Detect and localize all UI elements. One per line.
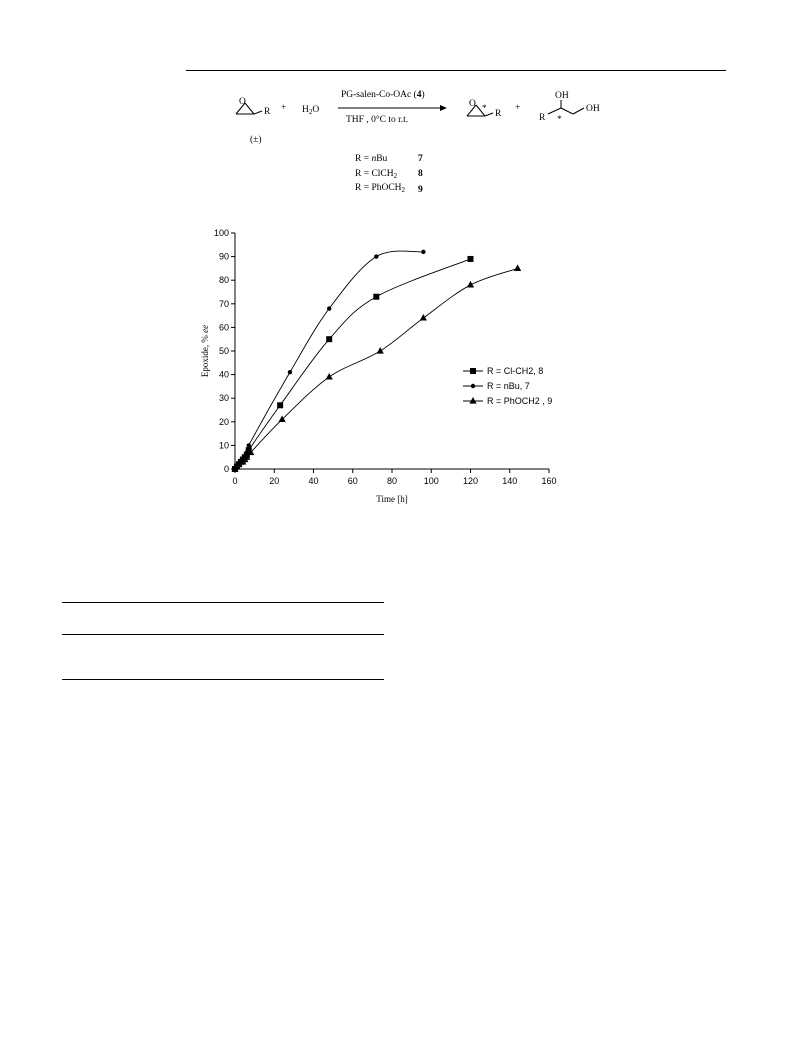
x-tick-label: 120 — [462, 476, 479, 486]
substituent-2-num: 8 — [418, 169, 423, 179]
reactant-r-label: R — [264, 107, 271, 117]
product-star: * — [482, 104, 487, 114]
x-tick-label: 0 — [232, 476, 238, 486]
series-3-point — [467, 281, 474, 288]
y-tick-label: 90 — [218, 251, 229, 262]
series-3-point — [377, 347, 384, 354]
legend-3-label: R = PhOCH2 , 9 — [487, 396, 553, 406]
water-label: $H_2O$ — [302, 105, 320, 116]
diol-r-label: R — [539, 113, 546, 123]
plus-sign-1: + — [281, 103, 287, 113]
x-tick-label: 40 — [308, 476, 319, 486]
x-tick-label: 20 — [269, 476, 280, 486]
y-tick-label: 100 — [213, 228, 229, 238]
y-tick-label: 0 — [223, 464, 229, 474]
series-2-line — [235, 251, 423, 469]
x-tick-label: 140 — [502, 476, 518, 486]
chiral-epoxide-structure — [467, 99, 502, 119]
substituent-list — [355, 154, 423, 195]
substituent-1-num: 7 — [418, 154, 423, 164]
chart-series — [231, 250, 521, 472]
series-1-point — [326, 336, 332, 342]
table-rule-middle — [62, 634, 384, 635]
series-3-point — [420, 314, 427, 321]
racemic-label: (±) — [250, 135, 262, 145]
y-tick-label: 10 — [218, 440, 229, 451]
legend-1-marker — [470, 368, 476, 374]
diol-star: * — [557, 115, 562, 125]
x-axis-label: Time [h] — [376, 494, 408, 504]
legend-3-marker — [469, 397, 476, 404]
table-rule-bottom — [62, 679, 384, 680]
x-tick-label: 80 — [386, 476, 398, 486]
reaction-arrow — [338, 105, 447, 111]
y-tick-label: 40 — [218, 369, 229, 380]
x-tick-label: 100 — [423, 476, 439, 486]
substituent-3-num: 9 — [418, 185, 423, 195]
substituent-2-text: R = ClCH$_2$ — [355, 169, 398, 180]
series-2-point — [247, 443, 251, 447]
series-1-point — [277, 402, 283, 408]
y-tick-label: 60 — [218, 322, 229, 333]
y-tick-label: 50 — [218, 346, 229, 356]
diol-oh-top: OH — [555, 91, 569, 101]
table-rule-top — [62, 602, 384, 603]
y-axis-label: Epoxide, % ee — [200, 324, 210, 378]
series-3-point — [326, 373, 333, 380]
diol-structure — [539, 91, 600, 125]
legend-2-label: R = nBu, 7 — [487, 381, 530, 391]
series-2-point — [288, 370, 292, 374]
chart-axes — [214, 228, 557, 486]
x-tick-label: 60 — [347, 476, 358, 486]
y-tick-label: 80 — [218, 275, 229, 286]
plus-sign-2: + — [515, 103, 521, 113]
svg-text:O: O — [469, 99, 476, 109]
reaction-scheme — [0, 0, 791, 210]
racemic-epoxide-structure — [236, 97, 271, 117]
kinetics-chart — [0, 215, 791, 515]
legend-1-label: R = Cl-CH2, 8 — [487, 366, 544, 376]
series-1-point — [468, 256, 474, 262]
catalyst-label: PG-salen-Co-OAc (4) — [341, 90, 425, 100]
diol-oh-right: OH — [586, 104, 600, 114]
series-2-point — [327, 306, 331, 310]
legend-2-marker — [471, 384, 475, 388]
series-2-point — [374, 254, 378, 258]
chart-legend — [463, 366, 552, 406]
substituent-3-text: R = PhOCH$_2$ — [355, 183, 406, 194]
product-r-label: R — [495, 109, 502, 119]
y-tick-label: 30 — [218, 393, 229, 404]
svg-text:O: O — [239, 97, 246, 107]
y-tick-label: 20 — [218, 416, 229, 427]
series-2-point — [421, 250, 425, 254]
substituent-1-text: R = nBu — [355, 154, 388, 164]
series-1-point — [373, 294, 379, 300]
x-tick-label: 160 — [541, 476, 557, 486]
conditions-label: THF , 0°C to r.t. — [346, 115, 409, 125]
y-tick-label: 70 — [218, 298, 229, 309]
series-3-point — [514, 264, 521, 271]
